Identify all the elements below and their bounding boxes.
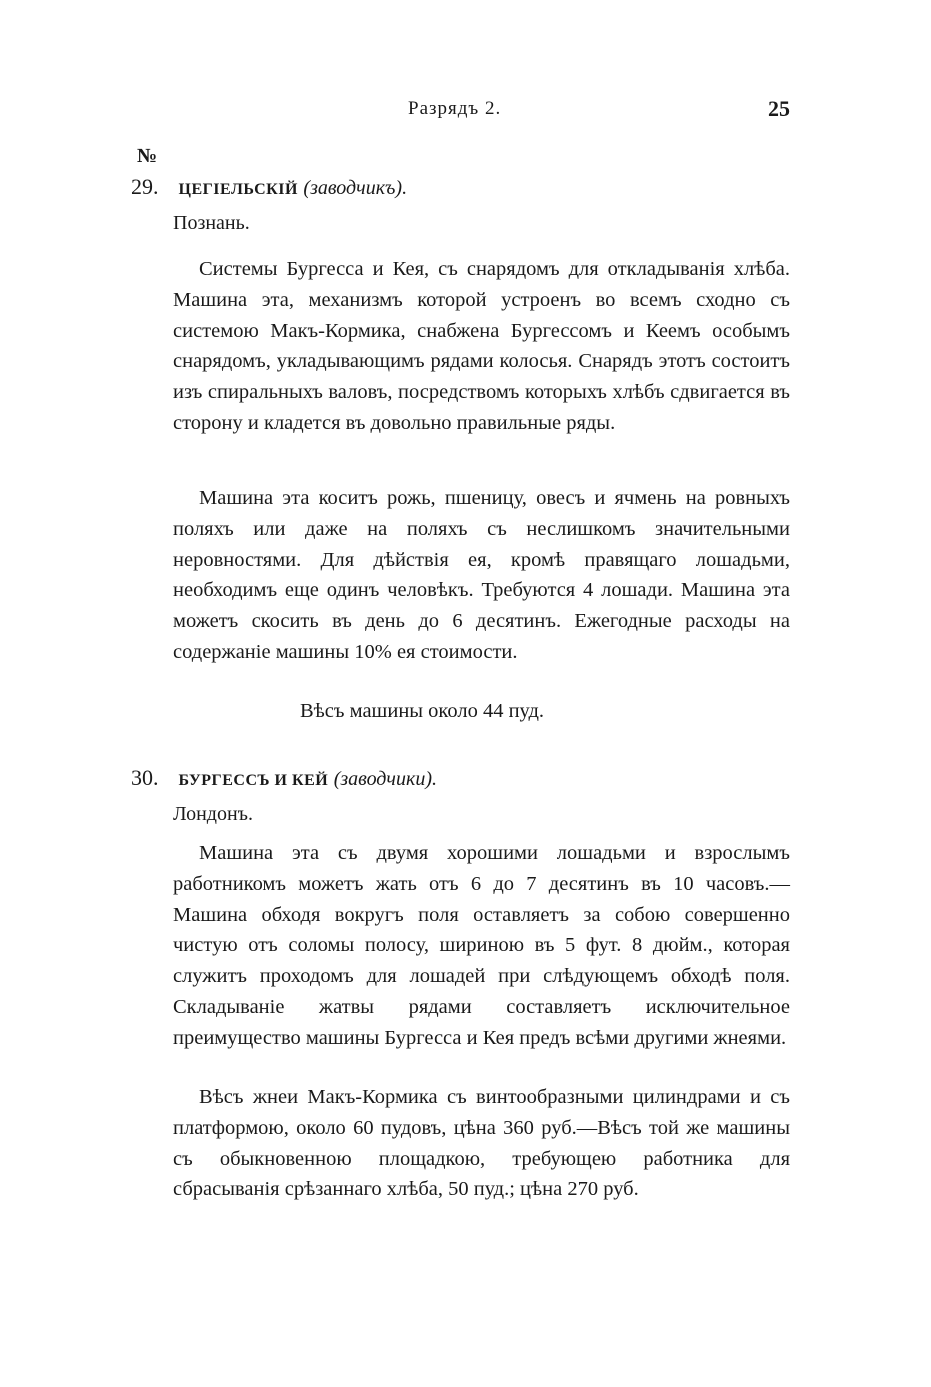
section-title: Разрядъ 2. bbox=[408, 98, 502, 119]
entry-paragraph: Системы Бургесса и Кея, съ снарядомъ для откладыванія хлѣба. Машина эта, механизмъ которой устроенъ во всемъ сходно съ системою Макъ-Кормика, снабжена Бургессомъ и Кеемъ особымъ снарядомъ, укладывающимъ рядами колосья. Снарядъ этотъ состоитъ изъ спиральныхъ валовъ, посредствомъ которыхъ хлѣбъ сдвигается въ сторону и кладется въ довольно правильные ряды. bbox=[173, 258, 790, 434]
exhibitor-role: (заводчикъ). bbox=[303, 177, 408, 199]
entry-number: 30. bbox=[131, 765, 159, 790]
entry-paragraph: Машина эта съ двумя хорошими лошадьми и взрослымъ работникомъ можетъ жать отъ 6 до 7 десятинъ въ 10 часовъ.—Машина обходя вокругъ поля оставляетъ за собою совершенно чистую отъ соломы полосу, шириною въ 5 фут. 8 дюйм., которая служитъ проходомъ для лошадей при слѣдующемъ обходѣ поля. Складываніе жатвы рядами составляетъ исключительное преимущество машины Бургесса и Кея предъ всѣми другими жнеями. bbox=[173, 842, 790, 1049]
entry-paragraph: Вѣсъ жнеи Макъ-Кормика съ винтообразными цилиндрами и съ платформою, около 60 пудовъ, цѣна 360 руб.—Вѣсъ той же машины съ обыкновенною площадкою, требующею работника для сбрасыванія срѣзаннаго хлѣба, 50 пуд.; цѣна 270 руб. bbox=[173, 1086, 790, 1201]
entry-heading-29 bbox=[131, 174, 407, 200]
exhibitor-name: ЦЕГІЕЛЬСКІЙ bbox=[178, 181, 298, 198]
entry-number: 29. bbox=[131, 174, 159, 199]
entry-city: Лондонъ. bbox=[173, 803, 253, 825]
entry-paragraph: Машина эта коситъ рожь, пшеницу, овесъ и ячмень на ровныхъ поляхъ или даже на поляхъ съ неслишкомъ значительными неровностями. Для дѣйствія ея, кромѣ правящаго лошадьми, необходимъ еще одинъ человѣкъ. Требуются 4 лошади. Машина эта можетъ скосить въ день до 6 десятинъ. Ежегодные расходы на содержаніе машины 10% ея стоимости. bbox=[173, 487, 790, 663]
numero-sign: № bbox=[137, 145, 158, 167]
exhibitor-name: БУРГЕССЪ И КЕЙ bbox=[178, 772, 329, 789]
exhibitor-role: (заводчики). bbox=[333, 768, 437, 790]
entry-heading-30 bbox=[131, 765, 437, 791]
weight-line: Вѣсъ машины около 44 пуд. bbox=[300, 700, 545, 722]
running-header bbox=[0, 98, 931, 128]
page-number: 25 bbox=[768, 96, 790, 121]
entry-city: Познань. bbox=[173, 212, 250, 234]
